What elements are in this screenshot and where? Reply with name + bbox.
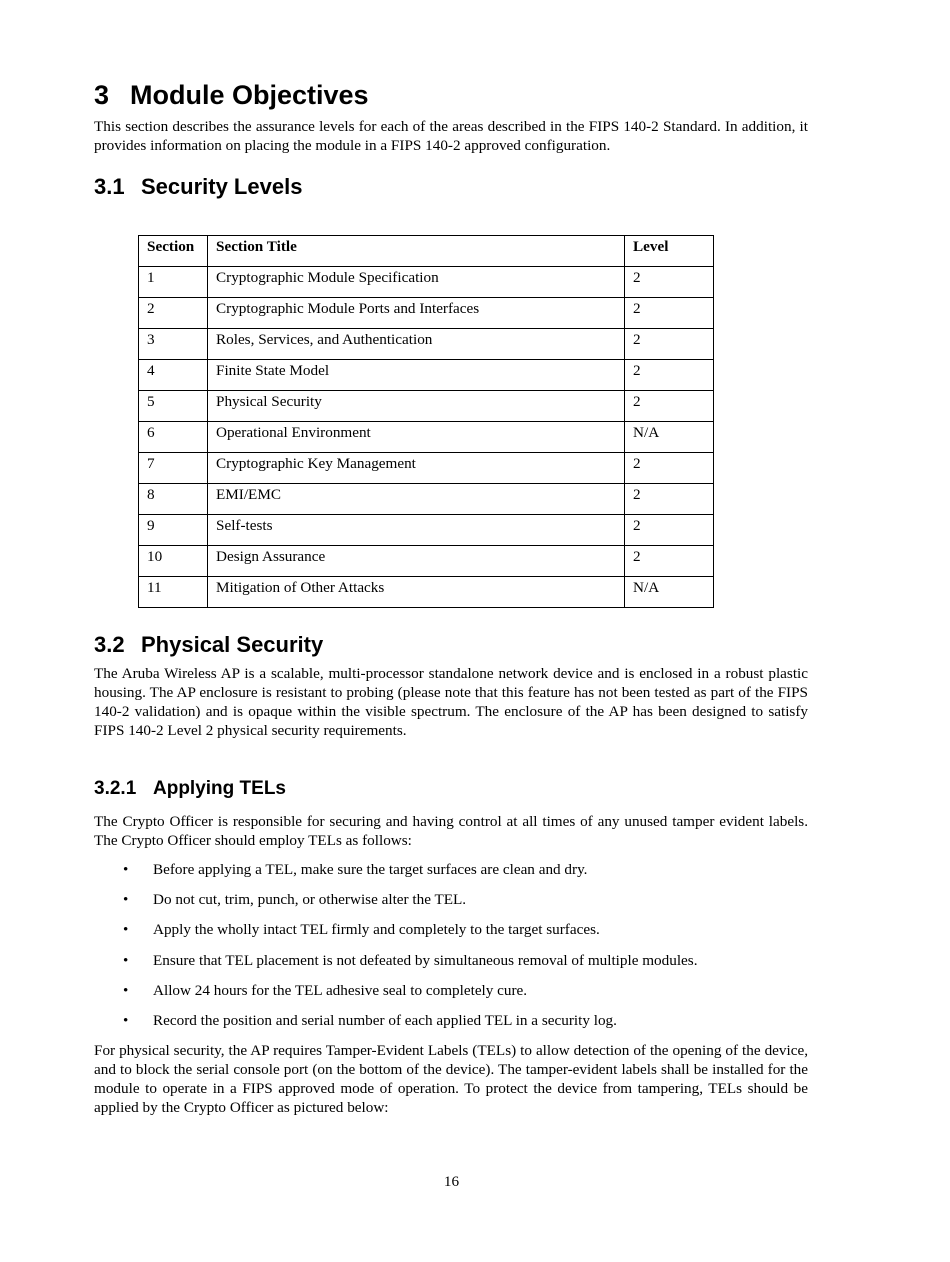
- intro-paragraph: This section describes the assurance levels for each of the areas described in the FIPS 140-2 Standard. In addition, it provides information on placing the module in a FIPS 140-2 approved configuration.: [94, 118, 808, 154]
- bullet-icon: •: [123, 951, 129, 969]
- section-title: Applying TELs: [153, 778, 286, 799]
- table-row: [139, 360, 714, 391]
- cell-level: 2: [625, 360, 714, 391]
- cell-level: 2: [625, 391, 714, 422]
- cell-level: 2: [625, 329, 714, 360]
- security-levels-table: [138, 235, 714, 608]
- cell-title: Self-tests: [208, 515, 625, 546]
- cell-level: 2: [625, 546, 714, 577]
- cell-title: Cryptographic Key Management: [208, 453, 625, 484]
- cell-title: Roles, Services, and Authentication: [208, 329, 625, 360]
- section-heading-physical-security: [94, 632, 323, 658]
- cell-level: N/A: [625, 577, 714, 608]
- list-item: [94, 1011, 808, 1041]
- list-item: [94, 920, 808, 950]
- bullet-icon: •: [123, 981, 129, 999]
- cell-level: 2: [625, 267, 714, 298]
- section-number: 3.2.1: [94, 778, 137, 799]
- section-title: Security Levels: [141, 174, 303, 199]
- list-item-text: Before applying a TEL, make sure the target surfaces are clean and dry.: [153, 861, 588, 878]
- column-header-section: Section: [139, 236, 208, 267]
- list-item: [94, 951, 808, 981]
- cell-title: Mitigation of Other Attacks: [208, 577, 625, 608]
- table-row: [139, 453, 714, 484]
- cell-level: 2: [625, 453, 714, 484]
- section-number: 3.1: [94, 174, 125, 199]
- cell-title: Cryptographic Module Ports and Interfaces: [208, 298, 625, 329]
- cell-title: Cryptographic Module Specification: [208, 267, 625, 298]
- cell-title: EMI/EMC: [208, 484, 625, 515]
- list-item-text: Record the position and serial number of each applied TEL in a security log.: [153, 1011, 617, 1029]
- list-item: [94, 890, 808, 920]
- cell-section: 3: [139, 329, 208, 360]
- table-row: [139, 484, 714, 515]
- section-title: Module Objectives: [130, 80, 369, 110]
- table-row: [139, 329, 714, 360]
- cell-section: 7: [139, 453, 208, 484]
- cell-title: Operational Environment: [208, 422, 625, 453]
- column-header-section-title: Section Title: [208, 236, 625, 267]
- cell-section: 5: [139, 391, 208, 422]
- list-item-text: Do not cut, trim, punch, or otherwise alter the TEL.: [153, 891, 467, 909]
- cell-level: 2: [625, 298, 714, 329]
- cell-title: Finite State Model: [208, 360, 625, 391]
- closing-paragraph: For physical security, the AP requires Tamper-Evident Labels (TELs) to allow detection of the opening of the device, and to block the serial console port (on the bottom of the device). The tamper-evident labels shall be installed for the module to operate in a FIPS approved mode of operation. To protect the device from tampering, TELs should be applied by the Crypto Officer as pictured below:: [94, 1042, 808, 1116]
- table-row: [139, 267, 714, 298]
- cell-level: N/A: [625, 422, 714, 453]
- table-row: [139, 298, 714, 329]
- table-row: [139, 515, 714, 546]
- cell-title: Design Assurance: [208, 546, 625, 577]
- cell-section: 10: [139, 546, 208, 577]
- tels-intro-paragraph: The Crypto Officer is responsible for securing and having control at all times of any unused tamper evident labels. The Crypto Officer should employ TELs as follows:: [94, 813, 808, 849]
- list-item-text: Allow 24 hours for the TEL adhesive seal to completely cure.: [153, 981, 528, 999]
- cell-section: 6: [139, 422, 208, 453]
- section-title: Physical Security: [141, 632, 324, 657]
- column-header-level: Level: [625, 236, 714, 267]
- list-item-text: Ensure that TEL placement is not defeated by simultaneous removal of multiple modules.: [153, 951, 698, 969]
- list-item: [94, 981, 808, 1011]
- table-row: [139, 577, 714, 608]
- cell-title: Physical Security: [208, 391, 625, 422]
- cell-section: 1: [139, 267, 208, 298]
- bullet-icon: •: [123, 1011, 129, 1029]
- section-heading-module-objectives: [94, 80, 369, 111]
- page-number: 16: [443, 1173, 460, 1190]
- cell-level: 2: [625, 515, 714, 546]
- physical-security-paragraph: The Aruba Wireless AP is a scalable, multi-processor standalone network device and is enclosed in a robust plastic housing. The AP enclosure is resistant to probing (please note that this feature has not been tested as part of the FIPS 140-2 validation) and is opaque within the visible spectrum. The enclosure of the AP has been designed to satisfy FIPS 140-2 Level 2 physical security requirements.: [94, 665, 808, 739]
- bullet-icon: •: [123, 891, 129, 909]
- cell-section: 9: [139, 515, 208, 546]
- tels-bullet-list: [94, 860, 808, 1041]
- table-row: [139, 546, 714, 577]
- cell-section: 4: [139, 360, 208, 391]
- table-row: [139, 422, 714, 453]
- bullet-icon: •: [123, 921, 129, 939]
- section-heading-applying-tels: [94, 778, 286, 800]
- cell-level: 2: [625, 484, 714, 515]
- list-item-text: Apply the wholly intact TEL firmly and completely to the target surfaces.: [153, 921, 600, 939]
- table-row: [139, 391, 714, 422]
- section-number: 3: [94, 80, 110, 110]
- cell-section: 2: [139, 298, 208, 329]
- bullet-icon: •: [123, 861, 129, 878]
- section-number: 3.2: [94, 632, 125, 657]
- list-item: [94, 860, 808, 890]
- cell-section: 11: [139, 577, 208, 608]
- cell-section: 8: [139, 484, 208, 515]
- section-heading-security-levels: [94, 174, 302, 200]
- table-header-row: [139, 236, 714, 267]
